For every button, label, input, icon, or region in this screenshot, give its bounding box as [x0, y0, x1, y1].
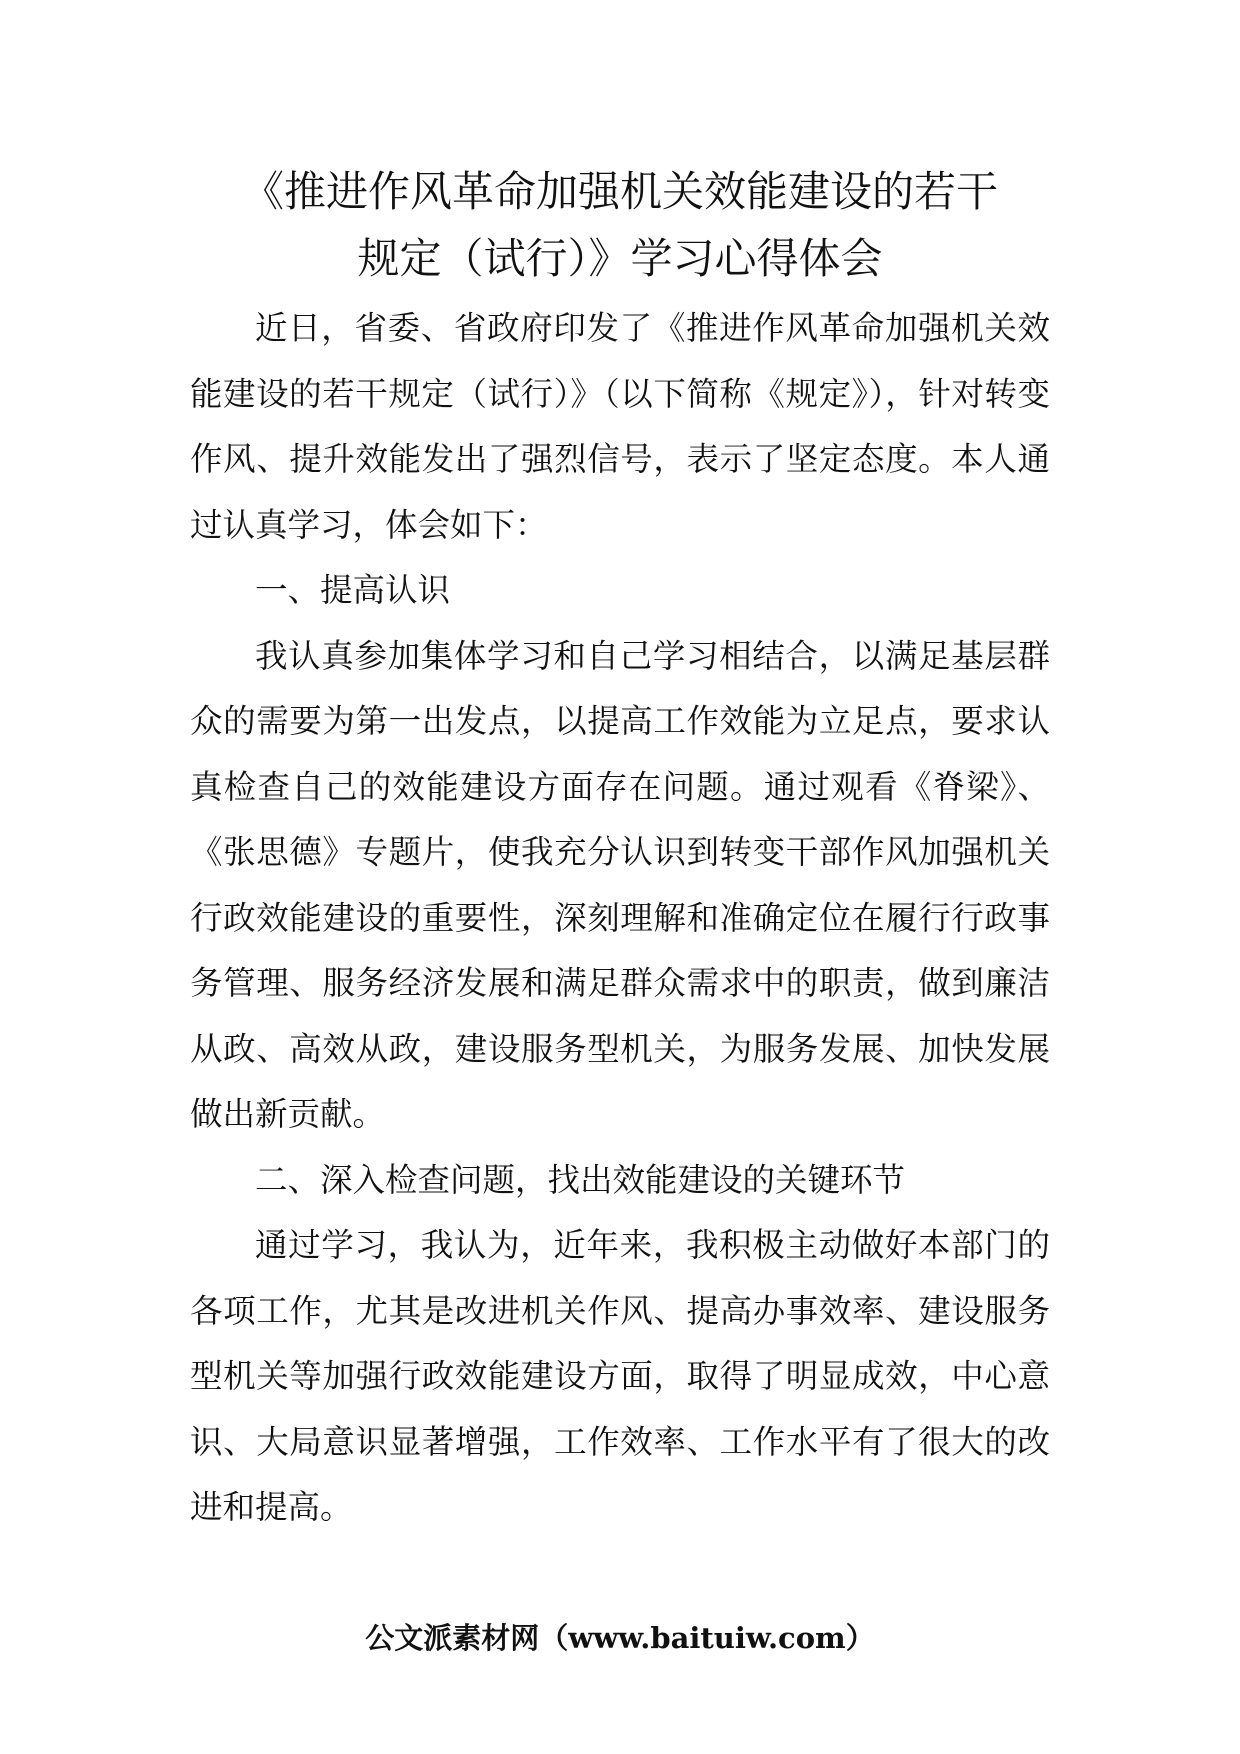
- title-line-2: 规定（试行）》学习心得体会: [357, 234, 883, 283]
- section-heading-2: 二、深入检查问题，找出效能建设的关键环节: [255, 1160, 906, 1199]
- paragraph-intro: 近日，省委、省政府印发了《推进作风革命加强机关效能建设的若干规定（试行）》（以下简称《规定》），针对转变作风、提升效能发出了强烈信号，表示了坚定态度。本人通过认真学习，体会如下：: [190, 309, 1050, 544]
- document-title: [150, 158, 1090, 292]
- paragraph-section-2: 通过学习，我认为，近年来，我积极主动做好本部门的各项工作，尤其是改进机关作风、提高办事效率、建设服务型机关等加强行政效能建设方面，取得了明显成效，中心意识、大局意识显著增强，工作效率、工作水平有了很大的改进和提高。: [190, 1226, 1050, 1526]
- footer-watermark: 公文派素材网（www.baituiw.com）: [365, 1621, 875, 1655]
- paragraph-section-1: 我认真参加集体学习和自己学习相结合，以满足基层群众的需要为第一出发点，以提高工作效能为立足点，要求认真检查自己的效能建设方面存在问题。通过观看《脊梁》、《张思德》专题片，使我充分认识到转变干部作风加强机关行政效能建设的重要性，深刻理解和准确定位在履行行政事务管理、服务经济发展和满足群众需求中的职责，做到廉洁从政、高效从政，建设服务型机关，为服务发展、加快发展做出新贡献。: [190, 636, 1050, 1133]
- title-line-1: 《推进作风革命加强机关效能建设的若干: [241, 167, 998, 216]
- section-heading-1: 一、提高认识: [255, 571, 451, 609]
- document-body: [190, 296, 1050, 1541]
